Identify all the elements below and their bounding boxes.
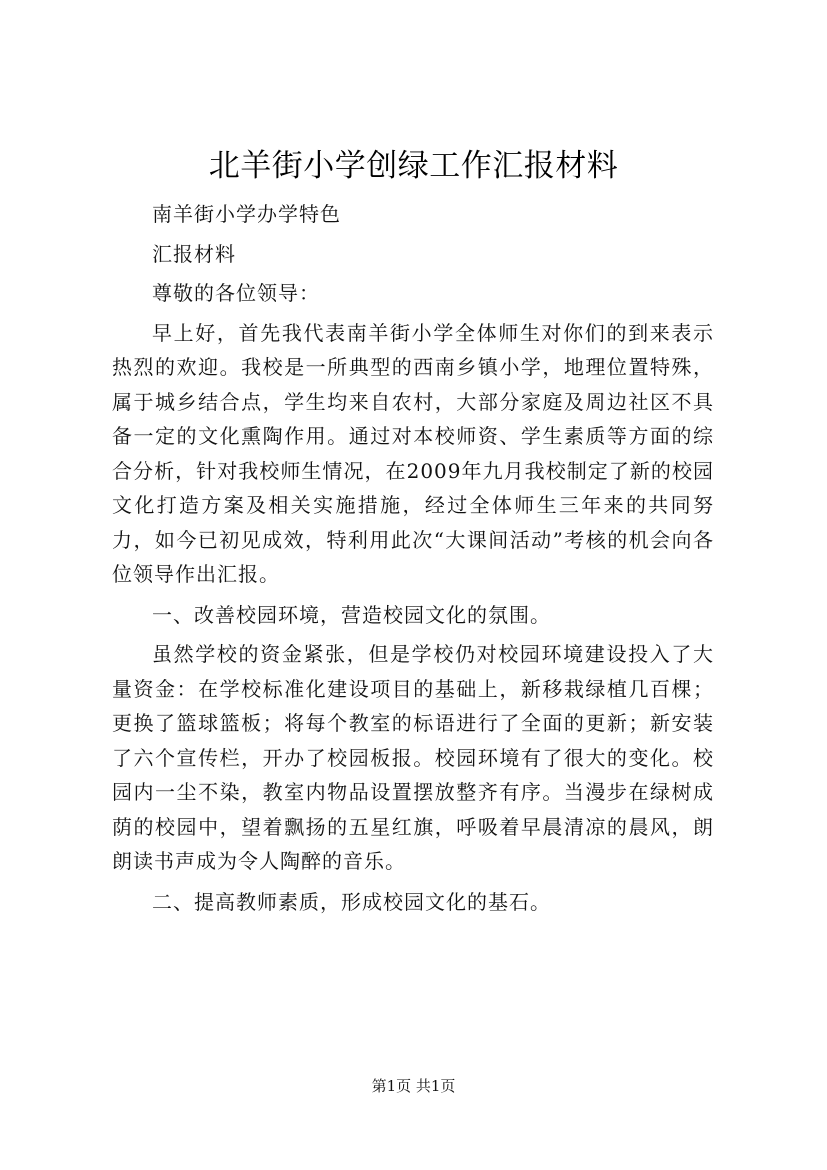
section-heading-1: 一、改善校园环境，营造校园文化的氛围。 [152, 602, 551, 627]
paragraph-intro: 早上好，首先我代表南羊街小学全体师生对你们的到来表示热烈的欢迎。我校是一所典型的西南乡镇小学，地理位置特殊，属于城乡结合点，学生均来自农村，大部分家庭及周边社区不具备一定的文化熏陶作用。通过对本校师资、学生素质等方面的综合分析，针对我校师生情况，在2009年九月我校制定了新的校园文化打造方案及相关实施措施，经过全体师生三年来的共同努力，如今已初见成效，特利用此次“大课间活动”考核的机会向各位领导作出汇报。 [112, 320, 714, 586]
document-title: 北羊街小学创绿工作汇报材料 [208, 148, 619, 184]
page-footer: 第1页 共1页 [371, 1077, 456, 1095]
document-body [112, 197, 714, 924]
salutation: 尊敬的各位领导： [152, 281, 320, 305]
section-heading-2: 二、提高教师素质，形成校园文化的基石。 [152, 889, 551, 914]
subtitle-line-2: 汇报材料 [152, 241, 236, 266]
subtitle-line: 南羊街小学办学特色 [152, 202, 341, 226]
paragraph-environment: 虽然学校的资金紧张，但是学校仍对校园环境建设投入了大量资金：在学校标准化建设项目的基础上，新移栽绿植几百棵；更换了篮球篮板；将每个教室的标语进行了全面的更新；新安装了六个宣传栏，开办了校园板报。校园环境有了很大的变化。校园内一尘不染，教室内物品设置摆放整齐有序。当漫步在绿树成荫的校园中，望着飘扬的五星红旗，呼吸着早晨清凉的晨风，朗朗读书声成为令人陶醉的音乐。 [112, 642, 714, 873]
